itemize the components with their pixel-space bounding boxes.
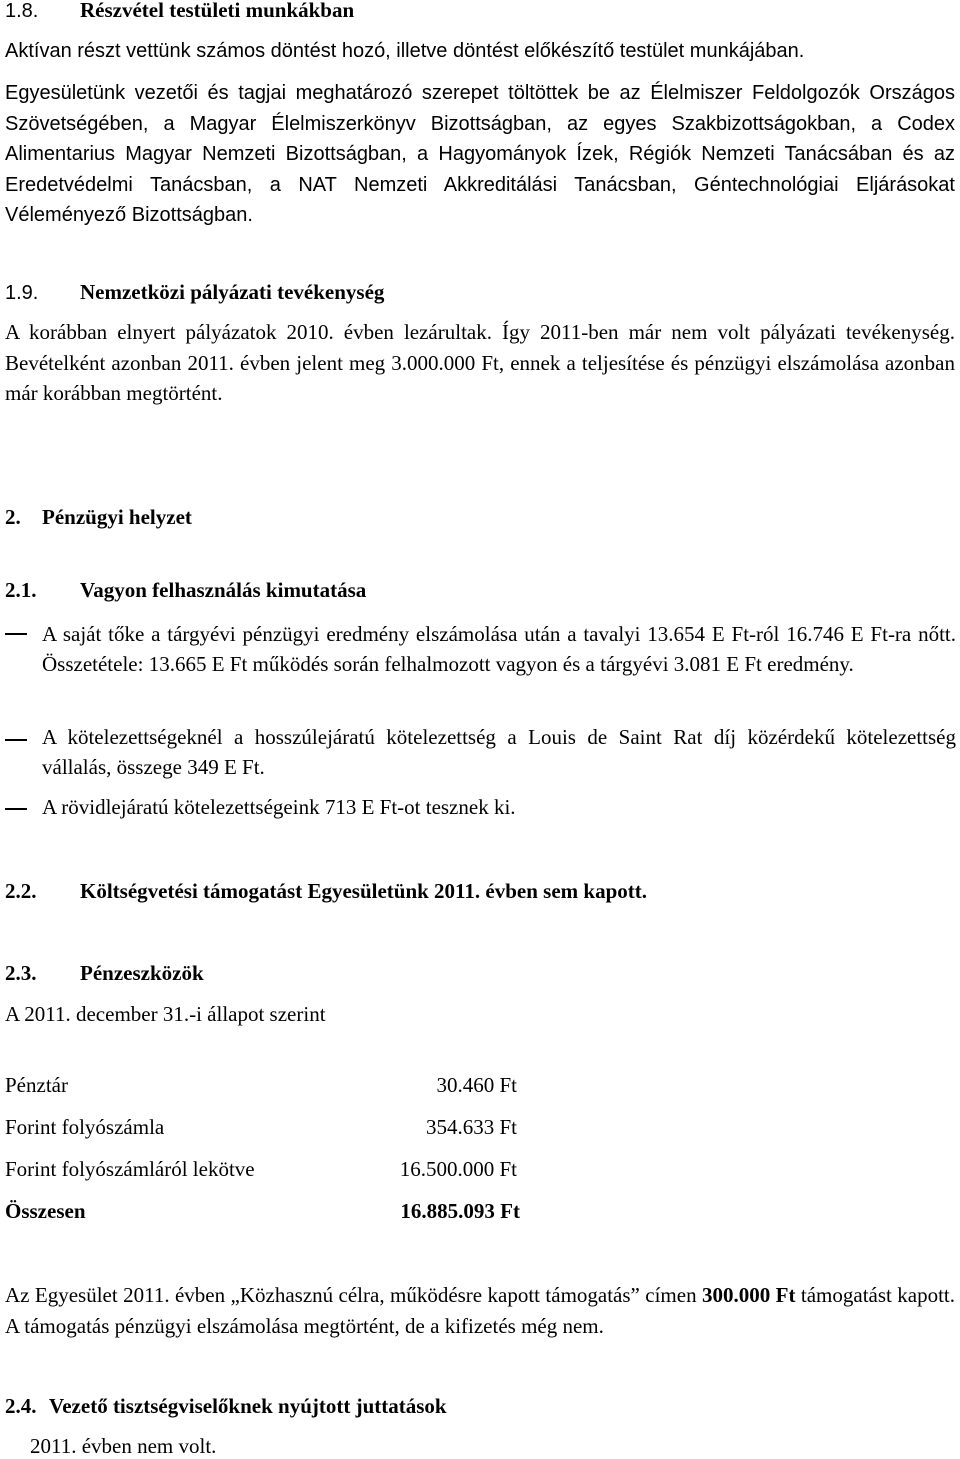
paragraph-2-4-body: 2011. évben nem volt. bbox=[30, 1434, 217, 1458]
support-text-post: támogatást kapott. A támogatás pénzügyi elszámolása megtörtént, de a kifizetés még nem. bbox=[5, 1283, 955, 1338]
bullet-text-1: A saját tőke a tárgyévi pénzügyi eredmény elszámolása után a tavalyi 13.654 E Ft-ról 16.746 E Ft-ra nőtt. Összetétele: 13.665 E Ft működés során felhalmozott vagyon és a tárgyévi 3.081 E Ft eredmény. bbox=[42, 622, 956, 677]
funds-label: Pénztár bbox=[5, 1073, 68, 1097]
section-title-2-4: Vezető tisztségviselőknek nyújtott juttatások bbox=[49, 1394, 447, 1418]
support-text-pre: Az Egyesület 2011. évben „Közhasznú célra, működésre kapott támogatás” címen bbox=[5, 1283, 702, 1307]
section-number-2-3: 2.3. bbox=[5, 961, 37, 985]
section-title-2-1: Vagyon felhasználás kimutatása bbox=[80, 578, 367, 602]
section-number-1-9: 1.9. bbox=[5, 282, 39, 304]
section-title-1-8: Részvétel testületi munkákban bbox=[80, 0, 355, 22]
date-line: A 2011. december 31.-i állapot szerint bbox=[5, 1002, 326, 1026]
bullet-dash-1 bbox=[5, 633, 27, 635]
paragraph-1-8-body: Egyesületünk vezetői és tagjai meghatározó szerepet töltöttek be az Élelmiszer Feldolgozók Országos Szövetségében, a Magyar Élelmiszerkönyv Bizottságban, az egyes Szakbizottságokban, a Codex Alimentarius Magyar Nemzeti Bizottságban, a Hagyományok Ízek, Régiók Nemzeti Tanácsában és az Eredetvédelmi Tanácsban, a NAT Nemzeti Akkreditálási Tanácsban, Géntechnológiai Eljárásokat Véleményező Bizottságban. bbox=[5, 82, 955, 227]
section-title-2: Pénzügyi helyzet bbox=[42, 505, 192, 529]
section-number-1-8: 1.8. bbox=[5, 0, 39, 22]
section-number-2-2: 2.2. bbox=[5, 879, 37, 903]
funds-value: 16.500.000 Ft bbox=[399, 1157, 517, 1181]
funds-value: 30.460 Ft bbox=[436, 1073, 517, 1097]
section-title-2-2: Költségvetési támogatást Egyesületünk 2011. évben sem kapott. bbox=[80, 879, 647, 903]
funds-label: Forint folyószámláról lekötve bbox=[5, 1157, 255, 1181]
section-number-2: 2. bbox=[5, 505, 21, 529]
bullet-text-2: A kötelezettségeknél a hosszúlejáratú kötelezettség a Louis de Saint Rat díj közérdekű kötelezettség vállalás, összege 349 E Ft. bbox=[42, 725, 956, 780]
paragraph-1-8-intro: Aktívan részt vettünk számos döntést hozó, illetve döntést előkészítő testület munkájában. bbox=[5, 40, 805, 62]
funds-total-label: Összesen bbox=[5, 1199, 86, 1223]
support-amount: 300.000 Ft bbox=[702, 1283, 796, 1307]
funds-label: Forint folyószámla bbox=[5, 1115, 165, 1139]
section-number-2-1: 2.1. bbox=[5, 578, 37, 602]
funds-total-value: 16.885.093 Ft bbox=[400, 1199, 520, 1223]
paragraph-1-9-body: A korábban elnyert pályázatok 2010. évben lezárultak. Így 2011-ben már nem volt pályázati tevékenység. Bevételként azonban 2011. évben jelent meg 3.000.000 Ft, ennek a teljesítése és pénzügyi elszámolása azonban már korábban megtörtént. bbox=[5, 320, 955, 406]
bullet-text-3: A rövidlejáratú kötelezettségeink 713 E Ft-ot tesznek ki. bbox=[42, 795, 516, 819]
section-title-1-9: Nemzetközi pályázati tevékenység bbox=[80, 280, 385, 304]
bullet-dash-3 bbox=[5, 808, 27, 810]
section-number-2-4: 2.4. bbox=[5, 1394, 37, 1418]
bullet-dash-2 bbox=[5, 739, 27, 741]
section-title-2-3: Pénzeszközök bbox=[80, 961, 204, 985]
paragraph-2-3-support bbox=[5, 1280, 955, 1341]
funds-value: 354.633 Ft bbox=[425, 1115, 517, 1139]
